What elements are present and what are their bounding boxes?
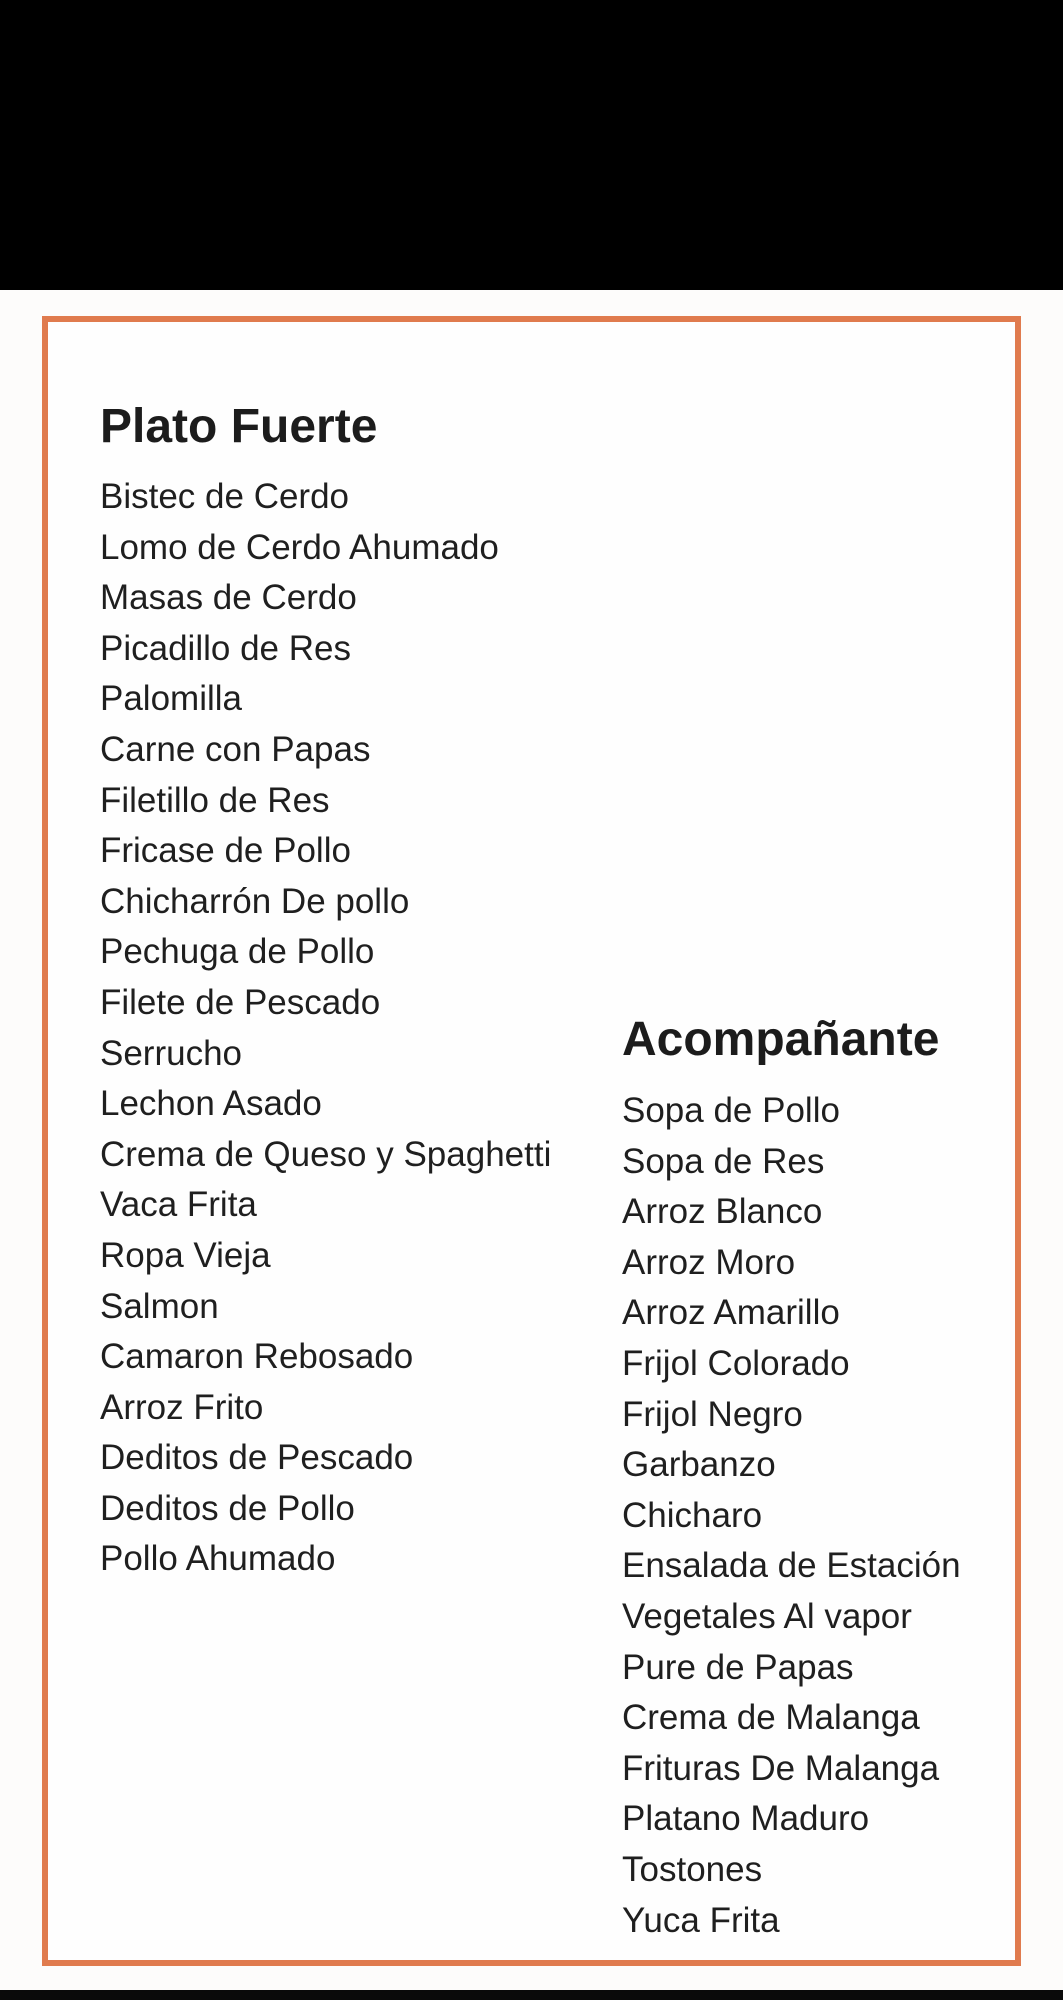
menu-item: Frijol Negro xyxy=(622,1394,803,1434)
menu-item: Camaron Rebosado xyxy=(100,1337,414,1377)
menu-item: Arroz Blanco xyxy=(622,1192,823,1232)
menu-item: Garbanzo xyxy=(622,1445,776,1485)
menu-item: Pure de Papas xyxy=(622,1647,854,1687)
menu-item: Salmon xyxy=(100,1286,219,1326)
menu-item: Vegetales Al vapor xyxy=(622,1596,912,1636)
bottom-dark-edge xyxy=(0,1990,1063,2000)
menu-item: Ropa Vieja xyxy=(100,1235,271,1275)
acompanante-list xyxy=(622,1086,961,1946)
acompanante-heading: Acompañante xyxy=(622,1013,940,1066)
menu-item: Sopa de Pollo xyxy=(622,1091,840,1130)
menu-item: Frituras De Malanga xyxy=(622,1748,940,1788)
menu-item: Filete de Pescado xyxy=(100,982,381,1022)
menu-item: Carne con Papas xyxy=(100,729,371,769)
menu-item: Arroz Moro xyxy=(622,1242,796,1282)
menu-item: Crema de Queso y Spaghetti xyxy=(100,1134,552,1174)
menu-item: Chicharo xyxy=(622,1495,763,1535)
menu-item: Yuca Frita xyxy=(622,1900,780,1940)
menu-item: Bistec de Cerdo xyxy=(100,477,350,516)
menu-item: Chicharrón De pollo xyxy=(100,881,410,921)
menu-item: Crema de Malanga xyxy=(622,1698,920,1738)
menu-item: Lechon Asado xyxy=(100,1084,322,1124)
menu-item: Serrucho xyxy=(100,1033,243,1073)
menu-item: Ensalada de Estación xyxy=(622,1546,961,1586)
menu-item: Pechuga de Pollo xyxy=(100,932,375,972)
menu-item: Filetillo de Res xyxy=(100,780,330,820)
menu-item: Pollo Ahumado xyxy=(100,1539,336,1579)
menu-item: Fricase de Pollo xyxy=(100,831,351,871)
menu-item: Deditos de Pescado xyxy=(100,1438,414,1478)
menu-item: Platano Maduro xyxy=(622,1799,870,1839)
menu-item: Sopa de Res xyxy=(622,1141,825,1181)
menu-item: Arroz Amarillo xyxy=(622,1293,840,1333)
menu-item: Lomo de Cerdo Ahumado xyxy=(100,527,499,567)
menu-item: Vaca Frita xyxy=(100,1185,257,1225)
menu-item: Picadillo de Res xyxy=(100,628,351,668)
plato-fuerte-list xyxy=(100,472,551,1585)
menu-item: Arroz Frito xyxy=(100,1387,264,1427)
menu-item: Palomilla xyxy=(100,679,242,719)
menu-item: Tostones xyxy=(622,1849,763,1889)
plato-fuerte-heading: Plato Fuerte xyxy=(100,400,378,453)
menu-item: Frijol Colorado xyxy=(622,1343,850,1383)
menu-item: Masas de Cerdo xyxy=(100,578,357,618)
menu-item: Deditos de Pollo xyxy=(100,1488,355,1528)
top-black-band xyxy=(0,0,1063,290)
